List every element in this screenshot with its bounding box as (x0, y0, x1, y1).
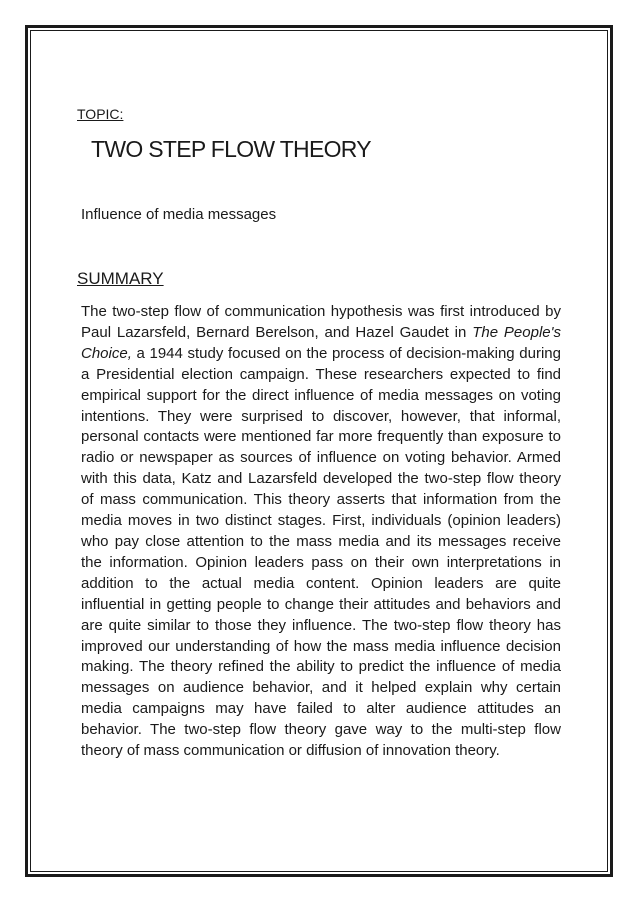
document-title: TWO STEP FLOW THEORY (91, 136, 371, 162)
summary-paragraph (77, 302, 561, 762)
summary-heading: SUMMARY (77, 269, 164, 288)
topic-label: TOPIC: (77, 106, 124, 122)
summary-text-part1: The two-step flow of communication hypothesis was first introduced by Paul Lazarsfeld, Bernard Berelson, and Hazel Gaudet in (81, 303, 561, 341)
document-subtitle: Influence of media messages (81, 206, 277, 223)
book-title: The People's Choice, (81, 323, 561, 362)
summary-text-part2: a 1944 study focused on the process of decision-making during a Presidential election campaign. These researchers expected to find empirical support for the direct influence of media messages on voting intentions. They were surprised to discover, however, that informal, personal contacts were mentioned far more frequently than exposure to radio or newspaper as sources of influence on voting behavior. Armed with this data, Katz and Lazarsfeld developed the two-step flow theory of mass communication. This theory asserts that information from the media moves in two distinct stages. First, individuals (opinion leaders) who pay close attention to the mass media and its messages receive the information. Opinion leaders pass on their own interpretations in addition to the actual media content. Opinion leaders are quite influential in getting people to change their attitudes and behaviors and are quite similar to those they influence. The two-step flow theory has improved our understanding of how the mass media influence decision making. The theory refined the ability to predict the influence of media messages on audience behavior, and it helped explain why certain media campaigns may have failed to alter audience attitudes an behavior. The two-step flow theory gave way to the multi-step flow theory of mass communication or diffusion of innovation theory. (81, 344, 561, 760)
summary-body (77, 302, 561, 762)
